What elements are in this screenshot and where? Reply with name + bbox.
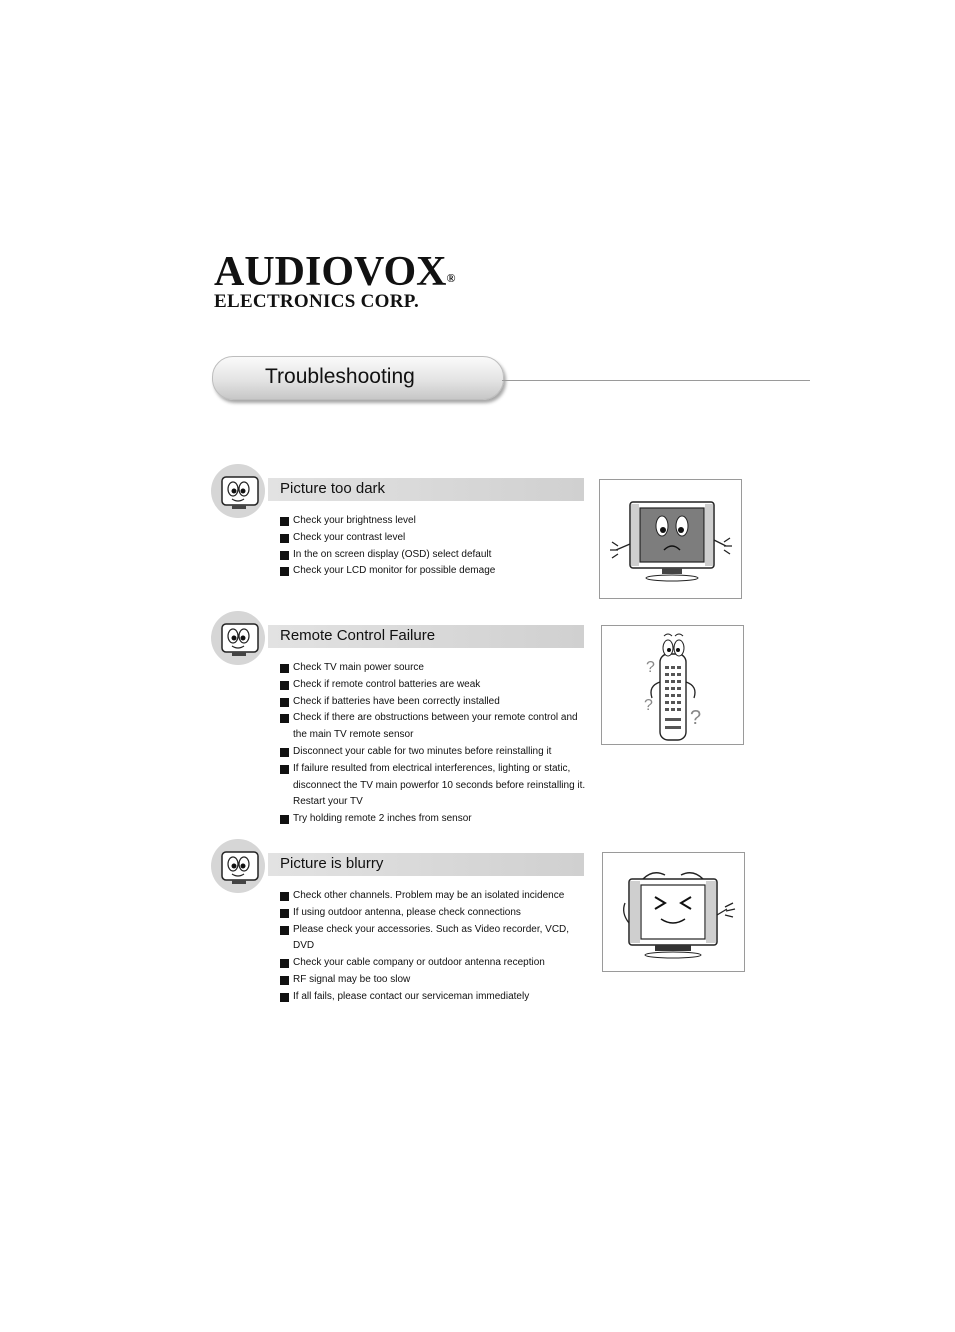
brand-subtitle: ELECTRONICS CORP. <box>214 291 419 312</box>
page-title-banner <box>212 356 504 400</box>
svg-text:?: ? <box>644 697 653 714</box>
list-item: Please check your accessories. Such as Video recorder, VCD, DVD <box>280 922 590 956</box>
brand-name: AUDIOVOX <box>214 249 447 295</box>
banner-divider <box>502 380 810 381</box>
blurry-tv-illustration <box>602 852 745 972</box>
list-item: Check other channels. Problem may be an isolated incidence <box>280 888 590 905</box>
tv-mascot-icon <box>210 838 266 894</box>
list-item: Check if remote control batteries are weak <box>280 677 590 694</box>
checklist <box>280 513 590 580</box>
list-item: RF signal may be too slow <box>280 972 590 989</box>
list-item: If failure resulted from electrical interferences, lighting or static, disconnect the TV main powerfor 10 seconds before reinstalling it. Restart your TV <box>280 761 590 811</box>
checklist <box>280 660 590 828</box>
sad-tv-illustration <box>599 479 742 599</box>
list-item: If using outdoor antenna, please check connections <box>280 905 590 922</box>
checklist <box>280 888 590 1006</box>
svg-text:?: ? <box>646 659 655 676</box>
list-item: Check your cable company or outdoor antenna reception <box>280 955 590 972</box>
list-item: Check if batteries have been correctly installed <box>280 694 590 711</box>
section-title: Picture is blurry <box>280 855 384 872</box>
tv-mascot-icon <box>210 610 266 666</box>
list-item: Check your LCD monitor for possible demage <box>280 563 590 580</box>
tv-mascot-icon <box>210 463 266 519</box>
section-title: Picture too dark <box>280 480 386 497</box>
section-header <box>268 478 584 501</box>
list-item: Try holding remote 2 inches from sensor <box>280 811 590 828</box>
list-item: Check your contrast level <box>280 530 590 547</box>
list-item: Disconnect your cable for two minutes before reinstalling it <box>280 744 590 761</box>
list-item: Check if there are obstructions between your remote control and the main TV remote sensor <box>280 710 590 744</box>
svg-text:?: ? <box>690 707 702 729</box>
section-title: Remote Control Failure <box>280 627 436 644</box>
list-item: In the on screen display (OSD) select default <box>280 547 590 564</box>
section-header <box>268 853 584 876</box>
confused-remote-illustration <box>601 625 744 745</box>
page-title: Troubleshooting <box>265 365 415 388</box>
list-item: Check your brightness level <box>280 513 590 530</box>
registered-mark: ® <box>446 271 456 285</box>
list-item: If all fails, please contact our serviceman immediately <box>280 989 590 1006</box>
brand-logo <box>214 249 456 312</box>
list-item: Check TV main power source <box>280 660 590 677</box>
section-header <box>268 625 584 648</box>
